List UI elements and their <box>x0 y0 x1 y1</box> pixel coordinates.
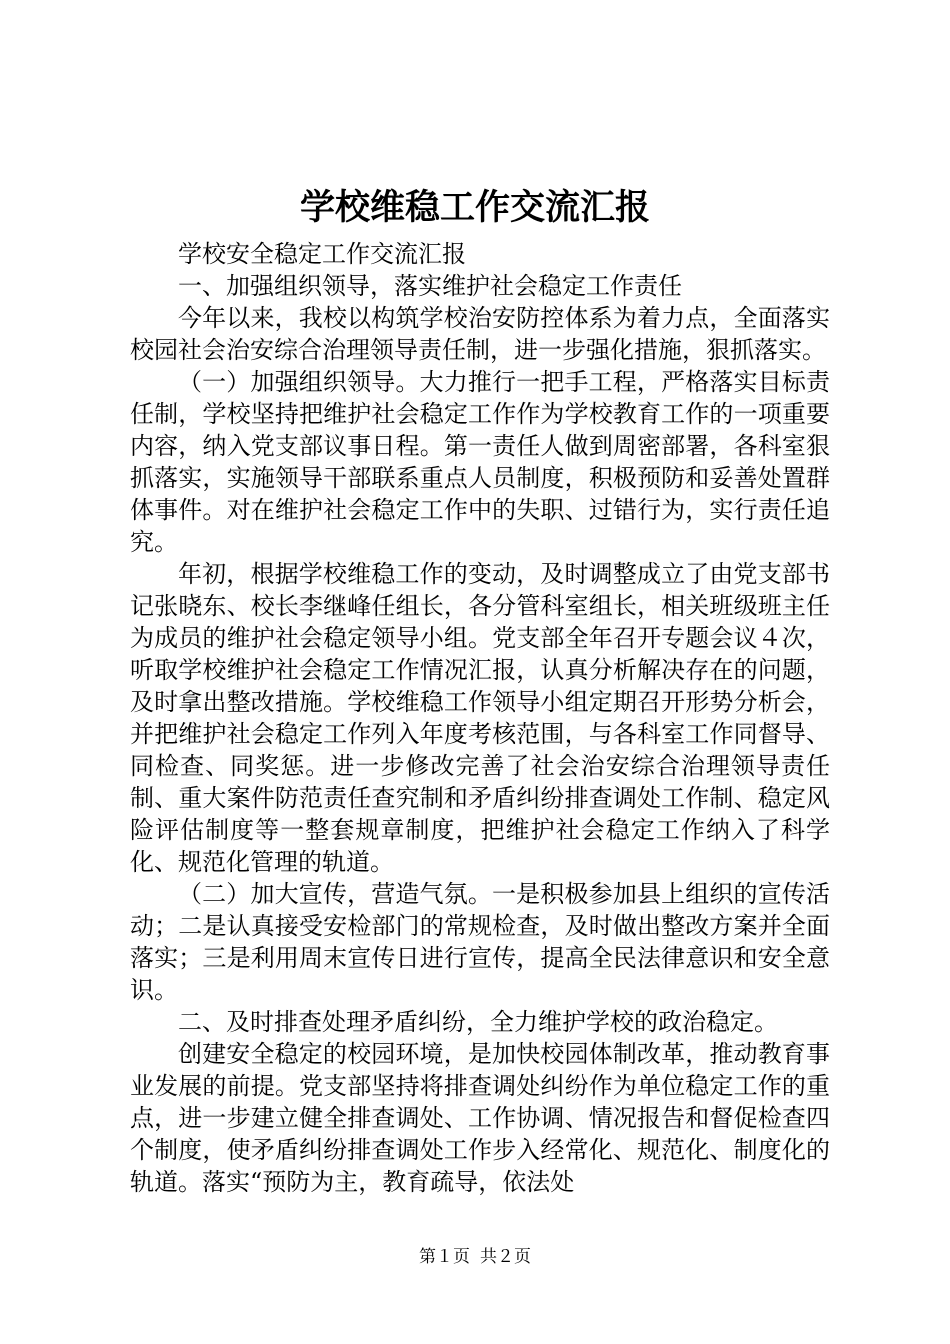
paragraph: 今年以来，我校以构筑学校治安防控体系为着力点，全面落实校园社会治安综合治理领导责任制，进一步强化措施，狠抓落实。 <box>130 304 830 364</box>
paragraph: （二）加大宣传，营造气氛。一是积极参加县上组织的宣传活动；二是认真接受安检部门的常规检查，及时做出整改方案并全面落实；三是利用周末宣传日进行宣传，提高全民法律意识和安全意识。 <box>130 880 830 1004</box>
page-footer <box>0 1245 950 1269</box>
page-total: 共２页 <box>480 1247 531 1267</box>
document-title: 学校维稳工作交流汇报 <box>299 187 650 228</box>
paragraph-heading-2: 二、及时排查处理矛盾纠纷，全力维护学校的政治稳定。 <box>178 1008 778 1036</box>
document-body <box>130 238 830 1198</box>
paragraph: 创建安全稳定的校园环境，是加快校园体制改革，推动教育事业发展的前提。党支部坚持将排查调处纠纷作为单位稳定工作的重点，进一步建立健全排查调处、工作协调、情况报告和督促检查四个制度，使矛盾纠纷排查调处工作步入经常化、规范化、制度化的轨道。落实“预防为主，教育疏导，依法处 <box>130 1040 830 1196</box>
paragraph: （一）加强组织领导。大力推行一把手工程，严格落实目标责任制，学校坚持把维护社会稳定工作作为学校教育工作的一项重要内容，纳入党支部议事日程。第一责任人做到周密部署，各科室狠抓落实，实施领导干部联系重点人员制度，积极预防和妥善处置群体事件。对在维护社会稳定工作中的失职、过错行为，实行责任追究。 <box>130 368 830 556</box>
paragraph-heading-1: 一、加强组织领导，落实维护社会稳定工作责任 <box>178 272 682 300</box>
paragraph: 年初，根据学校维稳工作的变动，及时调整成立了由党支部书记张晓东、校长李继峰任组长，各分管科室组长，相关班级班主任为成员的维护社会稳定领导小组。党支部全年召开专题会议４次，听取学校维护社会稳定工作情况汇报，认真分析解决存在的问题，及时拿出整改措施。学校维稳工作领导小组定期召开形势分析会，并把维护社会稳定工作列入年度考核范围，与各科室工作同督导、同检查、同奖惩。进一步修改完善了社会治安综合治理领导责任制、重大案件防范责任查究制和矛盾纠纷排查调处工作制、稳定风险评估制度等一整套规章制度，把维护社会稳定工作纳入了科学化、规范化管理的轨道。 <box>130 560 830 876</box>
page-number: 第１页 <box>419 1247 470 1267</box>
paragraph-subtitle: 学校安全稳定工作交流汇报 <box>178 240 466 268</box>
